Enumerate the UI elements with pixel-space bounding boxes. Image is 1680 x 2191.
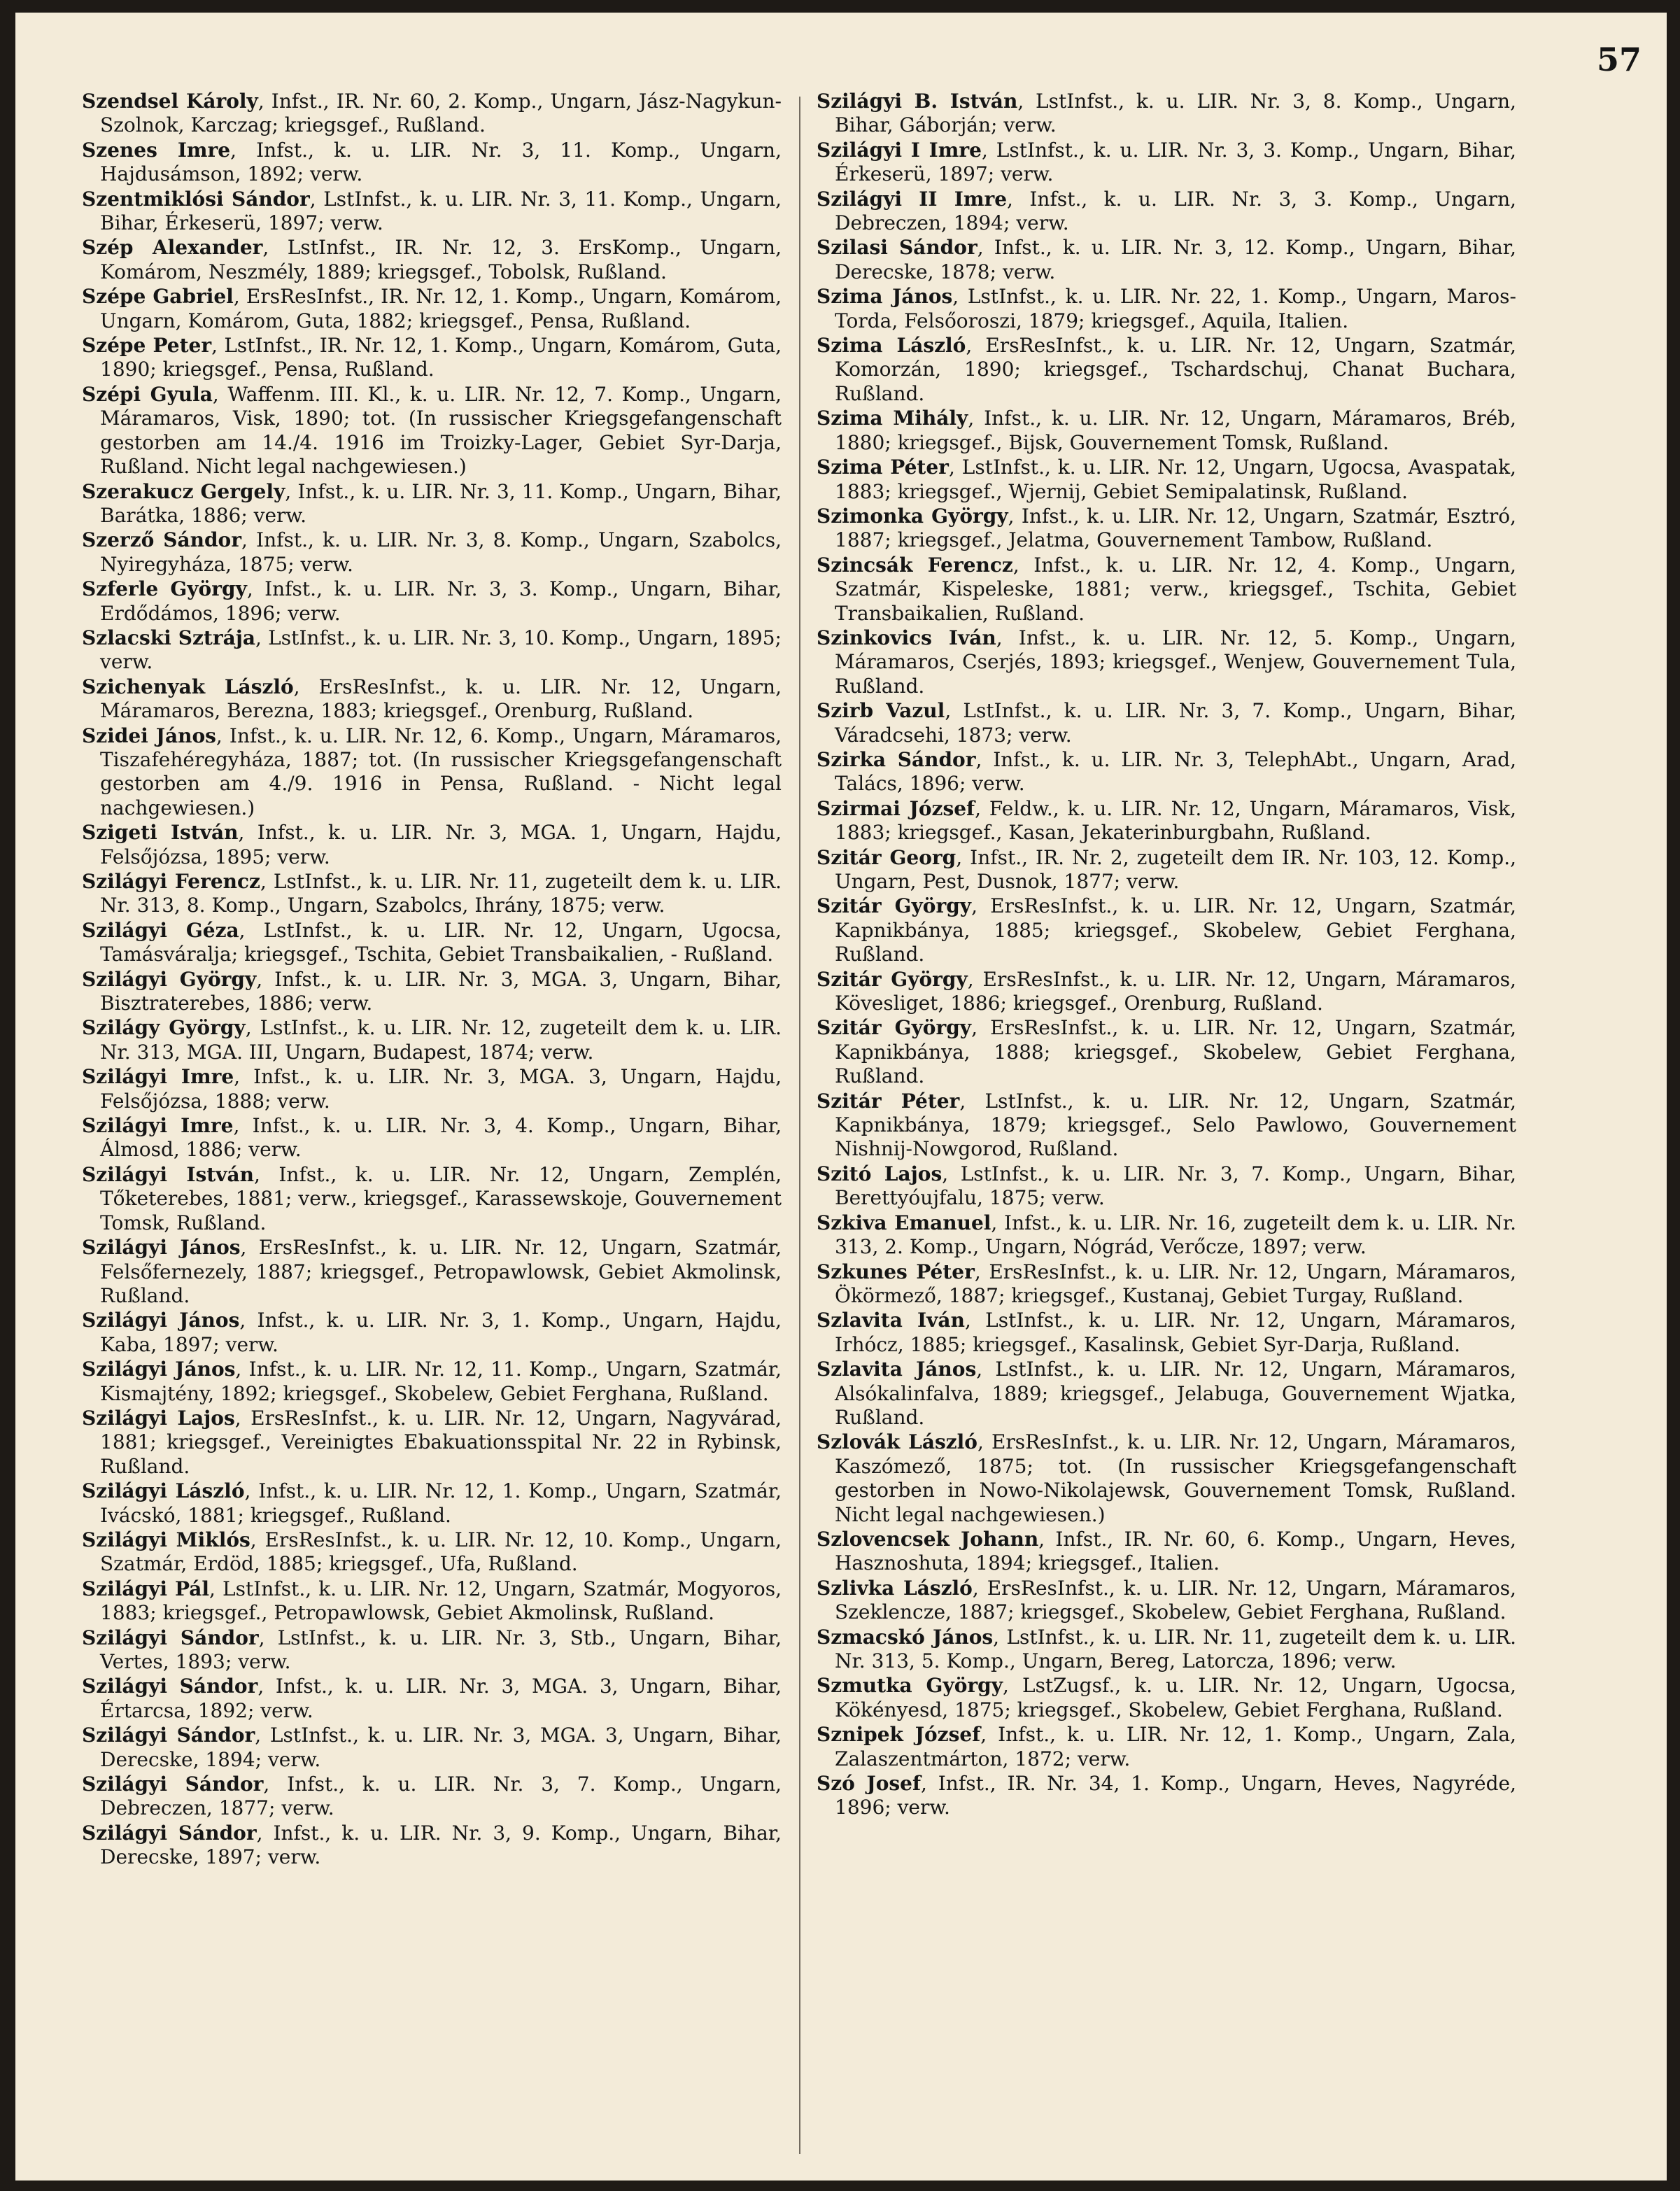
list-entry bbox=[82, 1773, 782, 1821]
entry-name: Szmacskó János bbox=[817, 1625, 994, 1649]
entry-name: Szilágyi Ferencz bbox=[82, 870, 260, 893]
list-entry bbox=[817, 554, 1516, 626]
entry-details: , Infst., k. u. LIR. Nr. 16, zugeteilt dem k. u. LIR. Nr. 313, 2. Komp., Ungarn, Nógrád, Verőcze, 1897; verw. bbox=[835, 1211, 1516, 1259]
entry-name: Szirb Vazul bbox=[817, 699, 945, 723]
entry-name: Szlavita János bbox=[817, 1358, 977, 1381]
entry-name: Szépi Gyula bbox=[82, 382, 213, 406]
list-entry bbox=[82, 1822, 782, 1870]
entry-name: Szitár György bbox=[817, 1016, 972, 1040]
list-entry bbox=[817, 626, 1516, 698]
entry-details: , LstInfst., k. u. LIR. Nr. 3, 11. Komp., Ungarn, Bihar, Érkeserü, 1897; verw. bbox=[100, 187, 782, 235]
list-entry bbox=[82, 480, 782, 528]
document-page bbox=[15, 13, 1667, 2181]
list-entry bbox=[82, 1675, 782, 1723]
entry-name: Szerakucz Gergely bbox=[82, 479, 285, 503]
entry-details: , ErsResInfst., k. u. LIR. Nr. 12, Ungarn, Szatmár, Felsőfernezely, 1887; kriegsgef., Petropawlowsk, Gebiet Akmolinsk, Rußland. bbox=[100, 1236, 782, 1307]
entry-details: , LstInfst., k. u. LIR. Nr. 3, MGA. 3, Ungarn, Bihar, Derecske, 1894; verw. bbox=[100, 1724, 782, 1771]
entry-details: , ErsResInfst., k. u. LIR. Nr. 12, 10. Komp., Ungarn, Szatmár, Erdöd, 1885; kriegsgef., Ufa, Rußland. bbox=[100, 1528, 782, 1576]
list-entry bbox=[82, 90, 782, 138]
list-entry bbox=[82, 139, 782, 187]
entry-details: , Infst., k. u. LIR. Nr. 12, 5. Komp., Ungarn, Máramaros, Cserjés, 1893; kriegsgef., Wenjew, Gouvernement Tula, Rußland. bbox=[835, 626, 1516, 698]
entry-details: , Infst., k. u. LIR. Nr. 3, MGA. 3, Ungarn, Bihar, Értarcsa, 1892; verw. bbox=[100, 1675, 782, 1722]
list-entry bbox=[817, 1674, 1516, 1722]
list-entry bbox=[82, 870, 782, 918]
entry-name: Szlavita Iván bbox=[817, 1309, 965, 1332]
left-column bbox=[82, 90, 782, 2161]
entry-name: Szilágyi Sándor bbox=[82, 1773, 264, 1796]
list-entry bbox=[82, 285, 782, 333]
entry-details: , Infst., k. u. LIR. Nr. 3, 7. Komp., Ungarn, Debreczen, 1877; verw. bbox=[100, 1773, 782, 1820]
entry-name: Szépe Gabriel bbox=[82, 285, 234, 309]
entry-details: , ErsResInfst., k. u. LIR. Nr. 12, Ungarn, Szatmár, Kapnikbánya, 1888; kriegsgef., Skobelew, Gebiet Ferghana, Rußland. bbox=[835, 1016, 1516, 1088]
entry-details: , Infst., k. u. LIR. Nr. 3, MGA. 1, Ungarn, Hajdu, Felsőjózsa, 1895; verw. bbox=[100, 821, 782, 868]
entry-details: , ErsResInfst., k. u. LIR. Nr. 12, Ungarn, Máramaros, Kövesliget, 1886; kriegsgef., Orenburg, Rußland. bbox=[835, 967, 1516, 1015]
entry-name: Szilágyi II Imre bbox=[817, 187, 1008, 211]
list-entry bbox=[82, 919, 782, 967]
entry-name: Szlivka László bbox=[817, 1576, 973, 1600]
entry-details: , LstInfst., k. u. LIR. Nr. 11, zugeteilt dem k. u. LIR. Nr. 313, 5. Komp., Ungarn, Bereg, Latorcza, 1896; verw. bbox=[835, 1625, 1516, 1672]
entry-name: Szitó Lajos bbox=[817, 1162, 943, 1185]
entry-details: , Infst., k. u. LIR. Nr. 12, 6. Komp., Ungarn, Máramaros, Tiszafehéregyháza, 1887; tot. (In russischer Kriegsgefangenschaft gestorben am 4./9. 1916 in Pensa, Rußland. - Nicht legal nachgewiesen.) bbox=[100, 724, 782, 819]
entry-details: , Infst., k. u. LIR. Nr. 3, TelephAbt., Ungarn, Arad, Talács, 1896; verw. bbox=[835, 747, 1516, 796]
entry-name: Szichenyak László bbox=[82, 675, 294, 698]
entry-name: Szitár Georg bbox=[817, 845, 957, 869]
entry-name: Szitár György bbox=[817, 967, 968, 991]
entry-details: , Feldw., k. u. LIR. Nr. 12, Ungarn, Máramaros, Visk, 1883; kriegsgef., Kasan, Jekaterinburgbahn, Rußland. bbox=[835, 796, 1516, 845]
entry-name: Szilágyi István bbox=[82, 1162, 254, 1186]
entry-details: , Infst., k. u. LIR. Nr. 3, 11. Komp., Ungarn, Hajdusámson, 1892; verw. bbox=[100, 138, 782, 186]
list-entry bbox=[82, 1479, 782, 1528]
list-entry bbox=[817, 1260, 1516, 1309]
entry-details: , LstInfst., k. u. LIR. Nr. 12, Ungarn, Ugocsa, Avaspatak, 1883; kriegsgef., Wjernij, Gebiet Semipalatinsk, Rußland. bbox=[835, 456, 1516, 503]
entry-name: Szilágyi Imre bbox=[82, 1114, 234, 1138]
entry-details: , LstInfst., IR. Nr. 12, 1. Komp., Ungarn, Komárom, Guta, 1890; kriegsgef., Pensa, Rußland. bbox=[100, 334, 782, 381]
entry-name: Szlovencsek Johann bbox=[817, 1527, 1039, 1551]
entry-details: , Infst., k. u. LIR. Nr. 3, MGA. 3, Ungarn, Bihar, Bisztraterebes, 1886; verw. bbox=[100, 967, 782, 1015]
entry-name: Szima János bbox=[817, 285, 953, 309]
list-entry bbox=[817, 894, 1516, 966]
page-number: 57 bbox=[1596, 41, 1642, 78]
list-entry bbox=[817, 334, 1516, 406]
entry-name: Szimonka György bbox=[817, 504, 1008, 528]
entry-details: , ErsResInfst., k. u. LIR. Nr. 12, Ungarn, Máramaros, Ökörmező, 1887; kriegsgef., Kustanaj, Gebiet Turgay, Rußland. bbox=[835, 1260, 1516, 1307]
entry-name: Szilágyi Sándor bbox=[82, 1821, 257, 1845]
entry-details: , Infst., IR. Nr. 60, 6. Komp., Ungarn, Heves, Hasznoshuta, 1894; kriegsgef., Italien. bbox=[835, 1527, 1516, 1575]
entry-name: Szerző Sándor bbox=[82, 528, 241, 552]
list-entry bbox=[82, 1114, 782, 1162]
entry-name: Szilágyi Imre bbox=[82, 1065, 234, 1089]
entry-name: Szilasi Sándor bbox=[817, 236, 977, 260]
list-entry bbox=[817, 1211, 1516, 1260]
list-entry bbox=[82, 1577, 782, 1626]
entry-name: Szkiva Emanuel bbox=[817, 1211, 991, 1234]
list-entry bbox=[817, 1016, 1516, 1088]
list-entry bbox=[817, 407, 1516, 455]
list-entry bbox=[82, 528, 782, 577]
list-entry bbox=[817, 846, 1516, 894]
list-entry bbox=[82, 1016, 782, 1064]
entry-details: , Infst., IR. Nr. 34, 1. Komp., Ungarn, Heves, Nagyréde, 1896; verw. bbox=[835, 1772, 1516, 1819]
entry-details: , LstInfst., k. u. LIR. Nr. 3, Stb., Ungarn, Bihar, Vertes, 1893; verw. bbox=[100, 1626, 782, 1673]
list-entry bbox=[82, 188, 782, 236]
entry-details: , Infst., k. u. LIR. Nr. 3, MGA. 3, Ungarn, Hajdu, Felsőjózsa, 1888; verw. bbox=[100, 1065, 782, 1113]
entry-name: Szmutka György bbox=[817, 1674, 1003, 1698]
entry-details: , Infst., k. u. LIR. Nr. 3, 3. Komp., Ungarn, Debreczen, 1894; verw. bbox=[835, 187, 1516, 235]
entry-name: Szilágyi Miklós bbox=[82, 1528, 250, 1551]
list-entry bbox=[82, 1528, 782, 1577]
list-entry bbox=[82, 1065, 782, 1113]
list-entry bbox=[817, 456, 1516, 504]
list-entry bbox=[817, 1528, 1516, 1576]
list-entry bbox=[817, 1090, 1516, 1162]
list-entry bbox=[817, 285, 1516, 333]
entry-details: , LstInfst., k. u. LIR. Nr. 11, zugeteilt dem k. u. LIR. Nr. 313, 8. Komp., Ungarn, Szabolcs, Ihrány, 1875; verw. bbox=[100, 870, 782, 917]
entry-details: , LstInfst., k. u. LIR. Nr. 12, Ungarn, Ugocsa, Tamásváralja; kriegsgef., Tschita, Gebiet Transbaikalien, - Rußland. bbox=[100, 918, 782, 966]
entry-details: , LstInfst., k. u. LIR. Nr. 12, Ungarn, Máramaros, Irhócz, 1885; kriegsgef., Kasalinsk, Gebiet Syr-Darja, Rußland. bbox=[835, 1309, 1516, 1356]
entry-name: Szilágyi Sándor bbox=[82, 1626, 259, 1649]
entry-name: Szilágyi János bbox=[82, 1309, 240, 1332]
list-entry bbox=[817, 1309, 1516, 1357]
list-entry bbox=[817, 699, 1516, 747]
entry-name: Szilágyi György bbox=[82, 967, 257, 991]
list-entry bbox=[817, 1358, 1516, 1430]
entry-details: , ErsResInfst., k. u. LIR. Nr. 12, Ungarn, Szatmár, Komorzán, 1890; kriegsgef., Tschardschuj, Chanat Buchara, Rußland. bbox=[835, 334, 1516, 405]
entry-details: , ErsResInfst., IR. Nr. 12, 1. Komp., Ungarn, Komárom, Ungarn, Komárom, Guta, 1882; kriegsgef., Pensa, Rußland. bbox=[100, 285, 782, 332]
entry-name: Szima Péter bbox=[817, 456, 949, 479]
entry-details: , Infst., k. u. LIR. Nr. 3, 1. Komp., Ungarn, Hajdu, Kaba, 1897; verw. bbox=[100, 1309, 782, 1356]
entry-details: , LstInfst., k. u. LIR. Nr. 3, 7. Komp., Ungarn, Bihar, Berettyóujfalu, 1875; verw. bbox=[835, 1162, 1516, 1210]
entry-details: , LstInfst., k. u. LIR. Nr. 12, Ungarn, Máramaros, Alsókalinfalva, 1889; kriegsgef., Jelabuga, Gouvernement Wjatka, Rußland. bbox=[835, 1358, 1516, 1429]
entry-name: Sznipek József bbox=[817, 1723, 981, 1747]
list-entry bbox=[817, 188, 1516, 236]
entry-details: , LstInfst., k. u. LIR. Nr. 3, 10. Komp., Ungarn, 1895; verw. bbox=[100, 626, 782, 674]
entry-details: , Infst., IR. Nr. 2, zugeteilt dem IR. Nr. 103, 12. Komp., Ungarn, Pest, Dusnok, 1877; verw. bbox=[835, 845, 1516, 893]
right-column bbox=[817, 90, 1516, 2161]
list-entry bbox=[817, 139, 1516, 187]
entry-name: Szferle György bbox=[82, 577, 247, 601]
list-entry bbox=[817, 236, 1516, 284]
entry-details: , Infst., k. u. LIR. Nr. 12, 1. Komp., Ungarn, Zala, Zalaszentmárton, 1872; verw. bbox=[835, 1723, 1516, 1770]
list-entry bbox=[82, 675, 782, 724]
entry-name: Szentmiklósi Sándor bbox=[82, 187, 310, 211]
entry-details: , Infst., k. u. LIR. Nr. 3, 12. Komp., Ungarn, Bihar, Derecske, 1878; verw. bbox=[835, 236, 1516, 283]
entry-details: , Infst., IR. Nr. 60, 2. Komp., Ungarn, Jász-Nagykun-Szolnok, Karczag; kriegsgef., Rußland. bbox=[100, 90, 782, 137]
entry-details: , LstInfst., k. u. LIR. Nr. 3, 8. Komp., Ungarn, Bihar, Gáborján; verw. bbox=[835, 90, 1516, 137]
list-entry bbox=[82, 1163, 782, 1235]
entry-name: Szép Alexander bbox=[82, 236, 263, 260]
entry-name: Szilágyi B. István bbox=[817, 90, 1018, 113]
entry-details: , Infst., k. u. LIR. Nr. 12, 1. Komp., Ungarn, Szatmár, Ivácskó, 1881; kriegsgef., Rußland. bbox=[100, 1479, 782, 1527]
entry-name: Szilágyi Lajos bbox=[82, 1406, 235, 1430]
list-entry bbox=[82, 1724, 782, 1772]
entry-details: , ErsResInfst., k. u. LIR. Nr. 12, Ungarn, Máramaros, Kaszómező, 1875; tot. (In russischer Kriegsgefangenschaft gestorben in Nowo-Nikolajewsk, Gouvernement Tomsk, Rußland. Nicht legal nachgewiesen.) bbox=[835, 1430, 1516, 1526]
entry-name: Szenes Imre bbox=[82, 138, 231, 162]
entry-details: , Infst., k. u. LIR. Nr. 12, Ungarn, Szatmár, Esztró, 1887; kriegsgef., Jelatma, Gouvernement Tambow, Rußland. bbox=[835, 504, 1516, 552]
list-entry bbox=[82, 236, 782, 284]
entry-name: Szó Josef bbox=[817, 1772, 922, 1796]
list-entry bbox=[82, 1309, 782, 1357]
list-entry bbox=[817, 968, 1516, 1016]
entry-name: Szitár Péter bbox=[817, 1089, 960, 1113]
entry-details: , Infst., k. u. LIR. Nr. 12, 11. Komp., Ungarn, Szatmár, Kismajtény, 1892; kriegsgef., Skobelew, Gebiet Ferghana, Rußland. bbox=[100, 1358, 782, 1405]
entry-name: Szirmai József bbox=[817, 796, 975, 820]
list-entry bbox=[82, 383, 782, 479]
entry-details: , Infst., k. u. LIR. Nr. 3, 4. Komp., Ungarn, Bihar, Álmosd, 1886; verw. bbox=[100, 1114, 782, 1162]
entry-name: Szirka Sándor bbox=[817, 747, 976, 771]
entry-name: Szlovák László bbox=[817, 1430, 977, 1454]
list-entry bbox=[82, 1236, 782, 1308]
list-entry bbox=[817, 748, 1516, 796]
entry-details: , Infst., k. u. LIR. Nr. 12, Ungarn, Zemplén, Tőketerebes, 1881; verw., kriegsgef., Karassewskoje, Gouvernement Tomsk, Rußland. bbox=[100, 1162, 782, 1234]
list-entry bbox=[817, 797, 1516, 845]
list-entry bbox=[817, 1577, 1516, 1625]
entry-name: Szitár György bbox=[817, 894, 972, 918]
list-entry bbox=[82, 626, 782, 675]
list-entry bbox=[82, 968, 782, 1016]
entry-details: , ErsResInfst., k. u. LIR. Nr. 12, Ungarn, Máramaros, Szeklencze, 1887; kriegsgef., Skobelew, Gebiet Ferghana, Rußland. bbox=[835, 1576, 1516, 1624]
entry-name: Szilágyi János bbox=[82, 1236, 241, 1260]
entry-name: Szlacski Sztrája bbox=[82, 626, 256, 649]
entry-name: Szépe Peter bbox=[82, 334, 212, 358]
entry-name: Szilágyi Sándor bbox=[82, 1724, 255, 1747]
list-entry bbox=[82, 1358, 782, 1406]
list-entry bbox=[817, 1162, 1516, 1211]
entry-name: Szilágyi Géza bbox=[82, 918, 239, 942]
list-entry bbox=[82, 1407, 782, 1479]
entry-details: , ErsResInfst., k. u. LIR. Nr. 12, Ungarn, Nagyvárad, 1881; kriegsgef., Vereinigtes Ebakuationsspital Nr. 22 in Rybinsk, Rußland. bbox=[100, 1406, 782, 1478]
entry-name: Szilágy György bbox=[82, 1016, 246, 1040]
entry-name: Szima László bbox=[817, 334, 966, 358]
entry-details: , ErsResInfst., k. u. LIR. Nr. 12, Ungarn, Szatmár, Kapnikbánya, 1885; kriegsgef., Skobelew, Gebiet Ferghana, Rußland. bbox=[835, 894, 1516, 966]
entry-details: , ErsResInfst., k. u. LIR. Nr. 12, Ungarn, Máramaros, Berezna, 1883; kriegsgef., Orenburg, Rußland. bbox=[100, 675, 782, 723]
entry-name: Szincsák Ferencz bbox=[817, 553, 1013, 577]
entry-name: Szilágyi László bbox=[82, 1479, 245, 1503]
list-entry bbox=[817, 90, 1516, 138]
list-entry bbox=[82, 724, 782, 821]
list-entry bbox=[82, 1626, 782, 1675]
entry-name: Szilágyi I Imre bbox=[817, 138, 982, 162]
entry-details: , LstInfst., k. u. LIR. Nr. 12, zugeteilt dem k. u. LIR. Nr. 313, MGA. III, Ungarn, Budapest, 1874; verw. bbox=[100, 1016, 782, 1064]
entry-name: Szigeti István bbox=[82, 821, 239, 845]
entry-details: , Waffenm. III. Kl., k. u. LIR. Nr. 12, 7. Komp., Ungarn, Máramaros, Visk, 1890; tot. (In russischer Kriegsgefangenschaft gestorben am 14./4. 1916 im Troizky-Lager, Gebiet Syr-Darja, Rußland. Nicht legal nachgewiesen.) bbox=[100, 382, 782, 479]
list-entry bbox=[82, 821, 782, 869]
entry-name: Szendsel Károly bbox=[82, 90, 258, 113]
list-entry bbox=[817, 1430, 1516, 1527]
entry-name: Szidei János bbox=[82, 724, 216, 747]
entry-details: , LstInfst., IR. Nr. 12, 3. ErsKomp., Ungarn, Komárom, Neszmély, 1889; kriegsgef., Tobolsk, Rußland. bbox=[100, 236, 782, 283]
entry-details: , LstInfst., k. u. LIR. Nr. 3, 3. Komp., Ungarn, Bihar, Érkeserü, 1897; verw. bbox=[835, 138, 1516, 186]
entry-name: Szkunes Péter bbox=[817, 1260, 975, 1283]
entry-details: , Infst., k. u. LIR. Nr. 3, 11. Komp., Ungarn, Bihar, Barátka, 1886; verw. bbox=[100, 479, 782, 527]
list-entry bbox=[82, 334, 782, 382]
entry-details: , Infst., k. u. LIR. Nr. 3, 8. Komp., Ungarn, Szabolcs, Nyiregyháza, 1875; verw. bbox=[100, 528, 782, 576]
entry-details: , LstInfst., k. u. LIR. Nr. 12, Ungarn, Szatmár, Kapnikbánya, 1879; kriegsgef., Selo Pawlowo, Gouvernement Nishnij-Nowgorod, Rußland. bbox=[835, 1089, 1516, 1161]
entry-details: , LstInfst., k. u. LIR. Nr. 3, 7. Komp., Ungarn, Bihar, Váradcsehi, 1873; verw. bbox=[835, 699, 1516, 747]
entry-details: , LstZugsf., k. u. LIR. Nr. 12, Ungarn, Ugocsa, Kökényesd, 1875; kriegsgef., Skobelew, Gebiet Ferghana, Rußland. bbox=[835, 1674, 1516, 1721]
list-entry bbox=[817, 1626, 1516, 1674]
entry-details: , Infst., k. u. LIR. Nr. 12, 4. Komp., Ungarn, Szatmár, Kispeleske, 1881; verw., kriegsgef., Tschita, Gebiet Transbaikalien, Rußland. bbox=[835, 553, 1516, 625]
entry-name: Szilágyi János bbox=[82, 1358, 236, 1381]
entry-details: , Infst., k. u. LIR. Nr. 3, 9. Komp., Ungarn, Bihar, Derecske, 1897; verw. bbox=[100, 1821, 782, 1869]
list-entry bbox=[817, 1723, 1516, 1771]
entry-details: , Infst., k. u. LIR. Nr. 12, Ungarn, Máramaros, Bréb, 1880; kriegsgef., Bijsk, Gouvernement Tomsk, Rußland. bbox=[835, 407, 1516, 454]
entry-name: Szilágyi Sándor bbox=[82, 1675, 258, 1698]
entry-name: Szima Mihály bbox=[817, 407, 968, 430]
column-divider bbox=[799, 97, 800, 2154]
entry-details: , LstInfst., k. u. LIR. Nr. 22, 1. Komp., Ungarn, Maros-Torda, Felsőoroszi, 1879; kriegsgef., Aquila, Italien. bbox=[835, 285, 1516, 332]
entry-name: Szinkovics Iván bbox=[817, 626, 996, 649]
entry-details: , Infst., k. u. LIR. Nr. 3, 3. Komp., Ungarn, Bihar, Erdődámos, 1896; verw. bbox=[100, 577, 782, 625]
list-entry bbox=[82, 577, 782, 626]
entry-name: Szilágyi Pál bbox=[82, 1577, 210, 1600]
entry-details: , LstInfst., k. u. LIR. Nr. 12, Ungarn, Szatmár, Mogyoros, 1883; kriegsgef., Petropawlowsk, Gebiet Akmolinsk, Rußland. bbox=[100, 1577, 782, 1625]
list-entry bbox=[817, 505, 1516, 553]
list-entry bbox=[817, 1772, 1516, 1820]
